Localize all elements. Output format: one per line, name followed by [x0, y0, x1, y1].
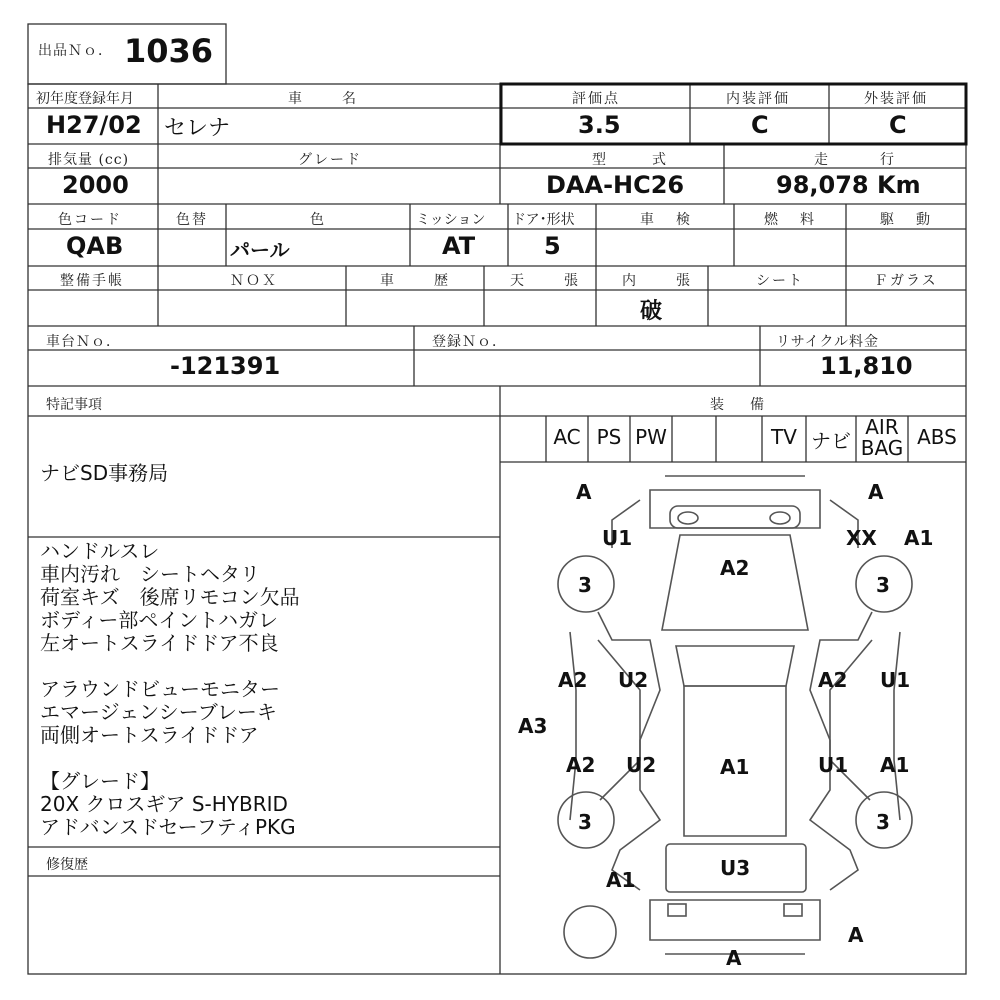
recycle-fee-label: リサイクル料金 [776, 334, 880, 350]
color-label: 色 [310, 212, 326, 228]
color-code-value: QAB [66, 232, 124, 260]
equipment-item-ac: AC [553, 425, 581, 449]
notes-body-text: ハンドルスレ 車内汚れ シートヘタリ 荷室キズ 後席リモコン欠品 ボディー部ペイントハガレ 左オートスライドドア不良 アラウンドビューモニター エマージェンシーブレーキ 両側オートスライドドア 【グレード】 20X クロスギア S-HYBRID アドバンスドセーフティPKG [40, 539, 300, 839]
color-code-label: 色コード [58, 212, 122, 228]
damage-mark: A3 [518, 714, 548, 738]
damage-mark: A1 [880, 753, 910, 777]
damage-mark: 3 [876, 573, 890, 597]
damage-mark: A2 [720, 556, 750, 580]
drive-label: 駆 動 [880, 212, 934, 228]
mission-label: ミッション [416, 212, 486, 228]
notes-top-text: ナビSD事務局 [40, 461, 169, 485]
seat-label: シート [756, 273, 804, 289]
fuel-label: 燃 料 [764, 212, 818, 228]
car-name-value: セレナ [164, 116, 231, 141]
displacement-label: 排気量 (cc) [48, 152, 130, 168]
score-label: 評価点 [572, 91, 620, 107]
registration-number-label: 登録Ｎｏ． [432, 334, 507, 350]
equipment-item-pw: PW [635, 425, 667, 449]
equipment-item-tv: TV [771, 425, 797, 449]
damage-mark: 3 [876, 810, 890, 834]
damage-mark: A2 [818, 668, 848, 692]
damage-mark: U2 [626, 753, 657, 777]
damage-mark: A1 [606, 868, 636, 892]
door-label: ドア･形状 [512, 212, 575, 228]
door-value: 5 [544, 232, 561, 260]
damage-mark: U1 [818, 753, 849, 777]
model-value: DAA-HC26 [546, 171, 685, 199]
mileage-value: 98,078 Km [776, 171, 921, 199]
damage-mark: A [726, 946, 742, 970]
chassis-number-value: -121391 [170, 352, 281, 380]
inspection-label: 車 検 [640, 212, 694, 228]
equipment-item-airbag: AIR BAG [860, 415, 904, 460]
damage-mark: A [848, 923, 864, 947]
damage-mark: A1 [720, 755, 750, 779]
mileage-label: 走 行 [814, 152, 902, 168]
service-record-label: 整備手帳 [60, 273, 124, 289]
damage-mark: A [576, 480, 592, 504]
equipment-item-navi: ナビ [811, 429, 851, 453]
interior-grade-label: 内装評価 [726, 91, 790, 107]
first-reg-label: 初年度登録年月 [36, 91, 134, 107]
lot-label: 出品Ｎｏ． [38, 43, 113, 59]
damage-mark: 3 [578, 573, 592, 597]
damage-mark: A1 [904, 526, 934, 550]
score-value: 3.5 [578, 111, 621, 139]
color-change-label: 色替 [176, 212, 208, 228]
lot-number: 1036 [124, 32, 214, 70]
interior-trim-value: 破 [640, 299, 663, 324]
damage-mark: A2 [566, 753, 596, 777]
displacement-value: 2000 [62, 171, 129, 199]
damage-mark: XX [846, 526, 877, 550]
equipment-label: 装 備 [710, 397, 770, 413]
chassis-number-label: 車台Ｎｏ． [46, 334, 121, 350]
model-label: 型 式 [592, 152, 672, 168]
damage-mark: U3 [720, 856, 751, 880]
vehicle-history-label: 車 歴 [380, 273, 452, 289]
exterior-grade-label: 外装評価 [864, 91, 928, 107]
interior-grade-value: C [751, 111, 769, 139]
damage-mark: U1 [880, 668, 911, 692]
repair-history-label: 修復歴 [46, 857, 88, 873]
damage-mark: A2 [558, 668, 588, 692]
front-glass-label: Ｆガラス [874, 273, 938, 289]
interior-trim-label: 内 張 [622, 273, 694, 289]
damage-mark: U2 [618, 668, 649, 692]
damage-mark: A [868, 480, 884, 504]
damage-mark: 3 [578, 810, 592, 834]
first-reg-value: H27/02 [46, 111, 142, 139]
recycle-fee-value: 11,810 [820, 352, 913, 380]
nox-label: ＮＯＸ [230, 273, 278, 289]
grade-label: グレード [298, 152, 362, 168]
notes-label: 特記事項 [46, 397, 102, 413]
mission-value: AT [442, 232, 476, 260]
car-name-label: 車 名 [288, 91, 360, 107]
ceiling-label: 天 張 [510, 273, 582, 289]
equipment-item-ps: PS [596, 425, 622, 449]
color-value: パール [230, 238, 290, 262]
damage-mark: U1 [602, 526, 633, 550]
exterior-grade-value: C [889, 111, 907, 139]
equipment-item-abs: ABS [917, 425, 957, 449]
